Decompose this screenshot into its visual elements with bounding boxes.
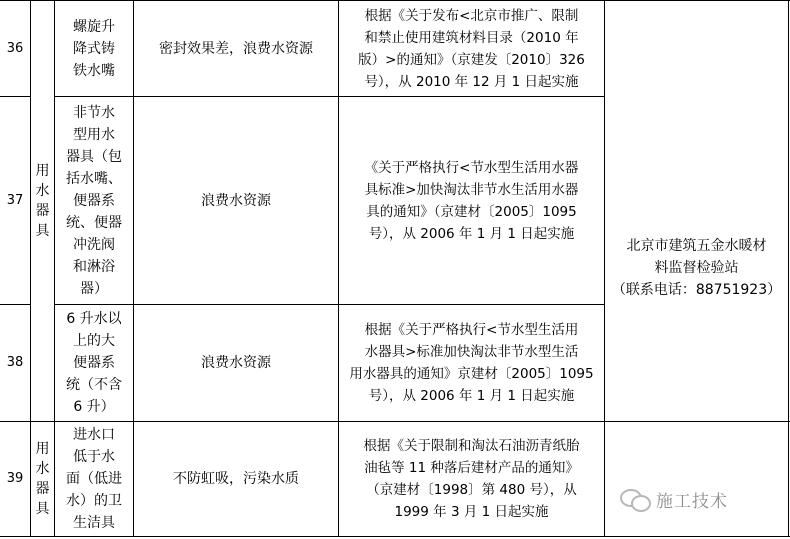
row-number: 38 bbox=[6, 355, 24, 370]
product-name: 螺旋升 降式铸 铁水嘴 bbox=[73, 18, 115, 79]
regulation-basis: 根据《关于发布<北京市推广、限制 和禁止使用建筑材料目录（2010 年 版）>的通知》（京建发〔2010〕326 号），从 2010 年 12 月 1 日起实施 bbox=[358, 7, 585, 90]
product-name: 6 升水以 上的大 便器系 统（不含 6 升） bbox=[66, 311, 122, 415]
elimination-reason: 密封效果差，浪费水资源 bbox=[159, 40, 313, 57]
elimination-reason: 不防虹吸，污染水质 bbox=[173, 471, 299, 487]
elimination-reason: 浪费水资源 bbox=[201, 355, 271, 371]
regulation-basis: 根据《关于限制和淘汰石油沥青纸胎 油毡等 11 种落后建材产品的通知》 （京建材〔1998〕第 480 号），从 1999 年 3 月 1 日起实施 bbox=[363, 438, 580, 520]
wechat-icon bbox=[618, 485, 652, 513]
inspection-organization: 北京市建筑五金水暖材 料监督检验站 （联系电话：88751923） bbox=[611, 238, 782, 298]
product-name: 非节水 型用水 器具（包 括水嘴、 便器系 统、便器 冲洗阀 和淋浴 器） bbox=[66, 104, 122, 297]
row-number: 37 bbox=[6, 192, 24, 208]
product-name: 进水口 低于水 面（低进 水）的卫 生洁具 bbox=[66, 427, 122, 531]
table-border-right bbox=[788, 0, 789, 537]
row-number: 36 bbox=[6, 40, 24, 56]
row-number: 39 bbox=[6, 471, 24, 486]
category-label: 用 水 器 具 bbox=[35, 162, 50, 239]
category-label: 用 水 器 具 bbox=[35, 441, 50, 517]
watermark bbox=[618, 482, 778, 516]
regulation-basis: 《关于严格执行<节水型生活用水器 具标准>加快淘汰非节水生活用水器 具的通知》（京建材〔2005〕1095 号），从 2006 年 1 月 1 日起实施 bbox=[364, 159, 579, 242]
regulation-basis: 根据《关于严格执行<节水型生活用 水器具>标准加快淘汰非节水型生活 用水器具的通知》京建材〔2005〕1095 号），从 2006 年 1 月 1 日起实施 bbox=[349, 322, 594, 404]
watermark-text: 施工技术 bbox=[656, 491, 728, 512]
elimination-reason: 浪费水资源 bbox=[201, 192, 271, 209]
table-border-bottom bbox=[0, 536, 790, 537]
